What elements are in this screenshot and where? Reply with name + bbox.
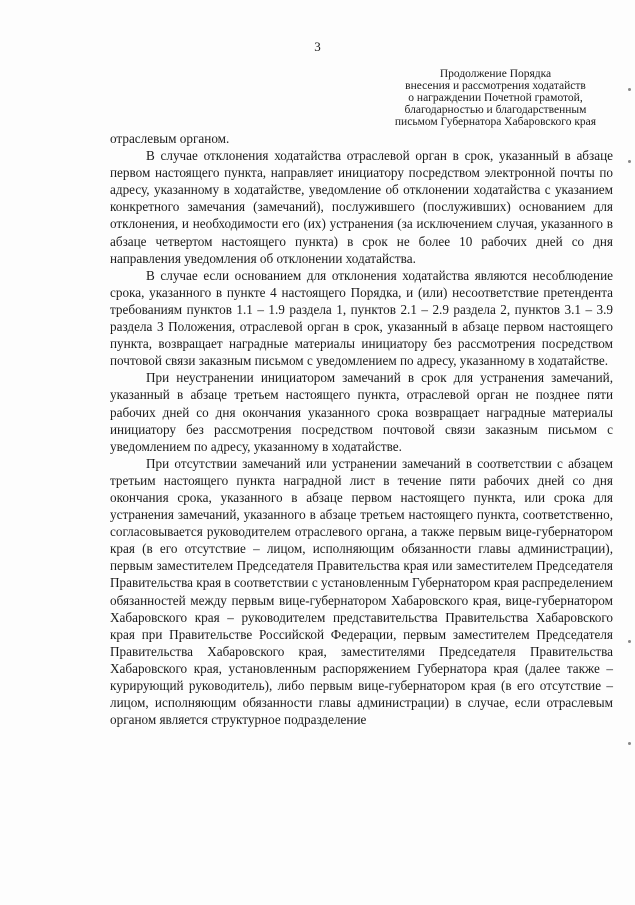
paragraph: При отсутствии замечаний или устранении замечаний в соответствии с абзацем третьим настоящего пункта наградной лист в течение пяти рабочих дней со дня окончания срока, указанного в абзаце первом настоящего пункта, или срока для устранения замечаний, указанного в абзаце третьем настоящего пункта, соответственно, согласовывается руководителем отраслевого органа, а также первым вице-губернатором края (в его отсутствие – лицом, исполняющим обязанности главы администрации), первым заместителем Председателя Правительства края или заместителем Председателя Правительства края в соответствии с установленным Губернатором края распределением обязанностей между первым вице-губернатором Хабаровского края, вице-губернатором Хабаровского края – руководителем представительства Правительства Хабаровского края при Правительстве Российской Федерации, первым заместителем Председателя Правительства Хабаровского края, заместителями Председателя Правительства Хабаровского края, установленным распоряжением Губернатора края (далее также – курирующий руководитель), либо первым вице-губернатором края (в его отсутствие – лицом, исполняющим обязанности главы администрации) в случае, если отраслевым органом является структурное подразделение [110, 455, 613, 728]
header-line: внесения и рассмотрения ходатайств [405, 80, 586, 92]
document-header [378, 68, 613, 128]
header-line: Продолжение Порядка [439, 68, 552, 80]
document-body [110, 130, 613, 728]
page-number: 3 [314, 39, 321, 54]
scan-speck [628, 88, 631, 91]
header-line: о награждении Почетной грамотой, [408, 92, 583, 104]
header-line: благодарностью и благодарственным [404, 104, 587, 116]
scan-speck [628, 160, 631, 163]
paragraph: В случае отклонения ходатайства отраслевой орган в срок, указанный в абзаце первом настоящего пункта, направляет инициатору посредством электронной почты по адресу, указанному в ходатайстве, уведомление об отклонении ходатайства с указанием конкретного замечания (замечаний), послужившего (послуживших) основанием для отклонения, и необходимости его (их) устранения (за исключением случая, указанного в абзаце четвертом настоящего пункта) в срок не более 10 рабочих дней со дня направления уведомления об отклонении ходатайства. [110, 148, 613, 266]
paragraph: отраслевым органом. [110, 131, 230, 146]
paragraph: В случае если основанием для отклонения ходатайства являются несоблюдение срока, указанного в пункте 4 настоящего Порядка, и (или) несоответствие претендента требованиям пунктов 1.1 – 1.9 раздела 1, пунктов 2.1 – 2.9 раздела 2, пунктов 3.1 – 3.9 раздела 3 Положения, отраслевой орган в срок, указанный в абзаце первом настоящего пункта, возвращает наградные материалы инициатору без рассмотрения посредством почтовой связи заказным письмом с уведомлением по адресу, указанному в ходатайстве. [110, 267, 613, 369]
scan-speck [628, 640, 631, 643]
paragraph: При неустранении инициатором замечаний в срок для устранения замечаний, указанный в абзаце третьем настоящего пункта, отраслевой орган не позднее пяти рабочих дней со дня окончания указанного срока возвращает наградные материалы инициатору без рассмотрения посредством почтовой связи заказным письмом с уведомлением по адресу, указанному в ходатайстве. [110, 370, 613, 454]
header-line: письмом Губернатора Хабаровского края [394, 116, 597, 128]
scan-speck [628, 742, 631, 745]
